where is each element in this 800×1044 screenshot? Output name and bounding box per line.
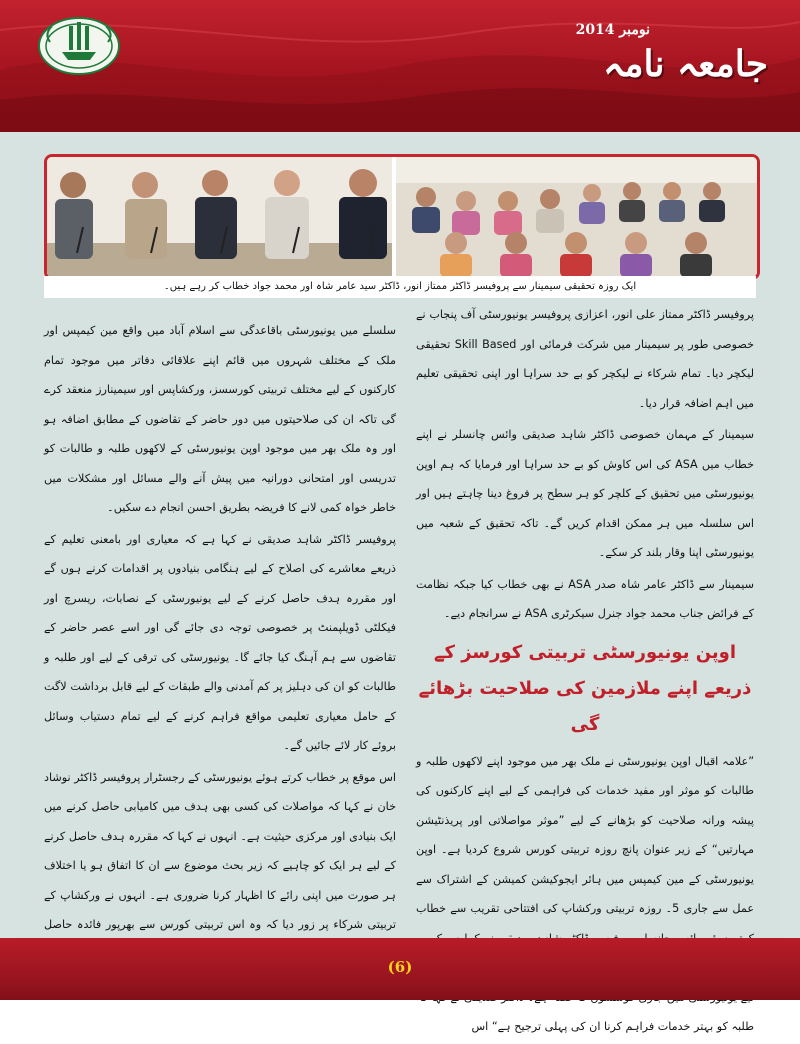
paragraph: ”علامہ اقبال اوپن یونیورسٹی نے ملک بھر میں موجود اپنے لاکھوں طلبہ و طالبات کو موثر اور مفید خدمات کی فراہمی کے لیے اپنے کارکنوں کی پیشہ ورانہ صلاحیت کو بڑھانے کے لیے ”موثر مواصلاتی اور پریذنٹیشن مہارتیں“ کے زیر عنوان پانچ روزہ تربیتی کورس شروع کردیا ہے۔ اوپن یونیورسٹی کے مین کیمپس میں ہائر ایجوکیشن کمیشن کے اشتراک سے عمل سے جاری 5۔ روزہ تربیتی ورکشاپ کی افتتاحی تقریب سے خطاب طلبہ کو بہتر خدمات فراہم کرنا ان کی پہلی ترجیح ہے“ اس bbox=[416, 754, 755, 1033]
article-headline: اوپن یونیورسٹی تربیتی کورسز کے ذریعے اپنے ملازمین کی صلاحیت بڑھائے گی bbox=[418, 641, 752, 735]
panel-speakers-photo bbox=[47, 157, 392, 277]
audience-photo bbox=[396, 157, 757, 277]
page-number: (6) bbox=[387, 958, 413, 976]
paragraph: پروفیسر ڈاکٹر ممتاز علی انور، اعزازی پروفیسر یونیورسٹی آف پنجاب نے خصوصی طور پر سیمینار میں شرکت فرمائی اور Skill Based تحقیقی لیکچر دیا۔ تمام شرکاء نے لیکچر کو بے حد سراہا اور اپنی تحقیقی تعلیم میں اہم اضافہ قرار دیا۔ bbox=[416, 308, 754, 410]
photo-strip bbox=[44, 154, 760, 280]
paragraph: اس موقع پر خطاب کرتے ہوئے یونیورسٹی کے رجسٹرار پروفیسر ڈاکٹر نوشاد خان نے کہا کہ مواصلات کی کسی بھی ہدف میں کامیابی حاصل کرنے میں ایک بنیادی اور مرکزی حیثیت ہے۔ انہوں نے کہا کہ مقررہ ہدف حاصل کرنے کے لیے ہر ایک کو چاہیے کہ زیر بحث موضوع سے ان کا اتفاق ہو یا اختلاف ہر صورت میں اپنی رائے کا اظہار کرنا ضروری ہے۔ انہوں نے ورکشاپ کے تربیتی شرکاء پر زور دیا کہ وہ اس تربیتی کورس سے بھرپور فائدہ حاصل bbox=[44, 770, 396, 931]
right-column bbox=[416, 300, 754, 1044]
paragraph: سیمینار کے مہمان خصوصی ڈاکٹر شاہد صدیقی وائس چانسلر نے اپنے خطاب میں ASA کی اس کاوش کو بے حد سراہا اور فرمایا کہ ہم اوپن یونیورسٹی میں تحقیق کے کلچر کو ہر سطح پر فروغ دینا چاہتے ہیں اور اس سلسلہ میں ہر ممکن اقدام کریں گے۔ تاکہ تحقیق کے شعبہ میں یونیورسٹی اپنا وقار بلند کر سکے۔ bbox=[416, 428, 755, 559]
paragraph: سلسلے میں یونیورسٹی باقاعدگی سے اسلام آباد میں واقع مین کیمپس اور ملک کے مختلف شہروں میں قائم اپنے علاقائی دفاتر میں موجود تمام کارکنوں کے لیے مختلف تربیتی کورسسز، ورکشاپس اور سیمینارز منعقد کرے گی تاکہ ان کی صلاحیتوں میں دور حاضر کے تقاضوں کے مطابق اضافہ ہو اور وہ ملک بھر میں موجود اوپن یونیورسٹی کے لاکھوں طلبہ و طالبات کو تدریسی اور امتحانی دورانیہ میں پیش آنے والے مسائل اور مشکلات میں خاطر خواہ کمی لانے کا فریضہ بطریق احسن انجام دے سکیں۔ bbox=[44, 324, 396, 514]
header-band bbox=[0, 0, 800, 132]
magazine-title: جامعہ نامہ bbox=[603, 43, 768, 85]
issue-date: نومبر 2014 bbox=[575, 22, 650, 38]
paragraph: پروفیسر ڈاکٹر شاہد صدیقی نے کہا ہے کہ معیاری اور بامعنی تعلیم کے ذریعے معاشرے کی اصلاح کے لیے ہنگامی بنیادوں پر اقدامات کرنے ہوں گے اور مقررہ ہدف حاصل کرنے کے لیے یونیورسٹی کے نصابات، ریسرچ اور فیکلٹی ڈویلپمنٹ پر خصوصی توجہ دی جائے گی اور اسے عصر حاضر کے تقاضوں سے ہم آہنگ کیا جائے گا۔ یونیورسٹی کی ترقی کے لیے اور طلبہ و طالبات کو ان کی دہلیز پر کم آمدنی والے طبقات کے لیے قابل برداشت لاگت کے حامل معیاری تعلیمی مواقع فراہم کرنے کے لیے تمام دستیاب وسائل بروئے کار لائے جائیں گے۔ bbox=[44, 532, 396, 752]
masthead bbox=[548, 20, 768, 90]
photo-caption: ایک روزہ تحقیقی سیمینار سے پروفیسر ڈاکٹر ممتاز انور، ڈاکٹر سید عامر شاہ اور محمد جواد خطاب کر رہے ہیں۔ bbox=[44, 276, 756, 298]
paragraph: سیمینار سے ڈاکٹر عامر شاہ صدر ASA نے بھی خطاب کیا جبکہ نظامت کے فرائض جناب محمد جواد جنرل سیکرٹری ASA نے سرانجام دیے۔ bbox=[416, 577, 755, 620]
university-crest-icon bbox=[36, 12, 122, 78]
left-column bbox=[44, 316, 396, 971]
